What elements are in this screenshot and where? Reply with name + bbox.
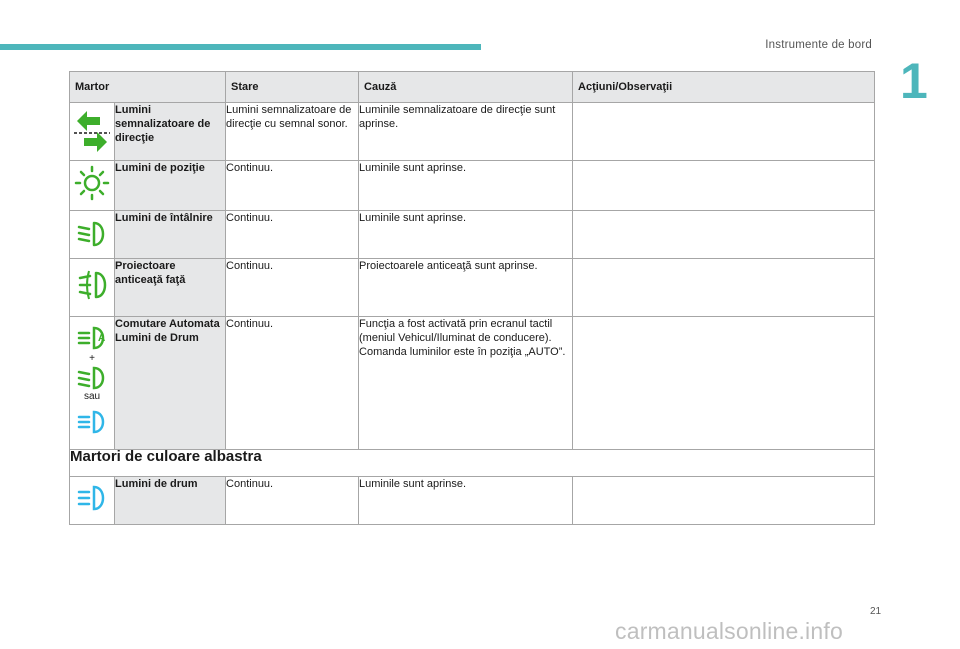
table-row (70, 317, 875, 450)
table-row (70, 259, 875, 317)
position-lamp-icon (72, 165, 112, 201)
row-action (573, 259, 875, 317)
row-action (573, 211, 875, 259)
table-row (70, 161, 875, 211)
row-state: Continuu. (226, 477, 359, 525)
or-label: sau (83, 391, 101, 402)
auto-high-beam-icon (72, 323, 112, 353)
table-row (70, 211, 875, 259)
row-cause: Luminile sunt aprinse. (359, 161, 573, 211)
table-row (70, 103, 875, 161)
row-cause: Luminile semnalizatoare de direcţie sunt aprinse. (359, 103, 573, 161)
column-header-stare: Stare (226, 72, 359, 103)
row-action (573, 103, 875, 161)
main-beam-icon (72, 409, 112, 435)
row-name: Proiectoare anticeaţă faţă (115, 259, 226, 317)
table-row (70, 477, 875, 525)
column-header-martor: Martor (70, 72, 226, 103)
page-number: 21 (870, 606, 882, 617)
main-beam-icon (72, 483, 112, 513)
icon-cell (70, 317, 115, 450)
table-header-row (70, 72, 875, 103)
row-name: Lumini semnalizatoare de direcţie (115, 103, 226, 161)
row-action (573, 477, 875, 525)
section-heading-blue-lights: Martori de culoare albastra (70, 450, 875, 477)
row-action (573, 161, 875, 211)
row-name: Lumini de poziţie (115, 161, 226, 211)
column-header-actiuni: Acţiuni/Observaţii (573, 72, 875, 103)
row-name: Comutare Automata Lumini de Drum (115, 317, 226, 450)
row-cause: Luminile sunt aprinse. (359, 211, 573, 259)
row-state: Continuu. (226, 317, 359, 450)
row-action (573, 317, 875, 450)
row-state: Continuu. (226, 161, 359, 211)
row-state: Continuu. (226, 211, 359, 259)
row-cause: Funcţia a fost activată prin ecranul tactil (meniul Vehicul/Iluminat de conducere). Comanda luminilor este în poziţia „AUTO”. (359, 317, 573, 450)
row-state: Lumini semnalizatoare de direcţie cu semnal sonor. (226, 103, 359, 161)
turn-signal-arrows-icon (72, 103, 112, 155)
row-name: Lumini de drum (115, 477, 226, 525)
header-accent-bar (0, 44, 481, 50)
row-cause: Luminile sunt aprinse. (359, 477, 573, 525)
watermark: carmanualsonline.info (615, 618, 843, 644)
section-title: Instrumente de bord (765, 39, 872, 51)
front-fog-lamp-icon (72, 269, 112, 301)
warning-lights-table (69, 71, 875, 525)
svg-text:A: A (98, 333, 106, 344)
dipped-beam-icon (72, 365, 112, 391)
icon-cell (70, 259, 115, 317)
icon-cell (70, 477, 115, 525)
chapter-number: 1 (900, 53, 928, 109)
icon-cell (70, 161, 115, 211)
table-section-row (70, 450, 875, 477)
dipped-beam-icon (72, 219, 112, 249)
column-header-cauza: Cauză (359, 72, 573, 103)
icon-cell (70, 103, 115, 161)
icon-cell (70, 211, 115, 259)
row-name: Lumini de întâlnire (115, 211, 226, 259)
plus-label: + (89, 353, 95, 364)
row-state: Continuu. (226, 259, 359, 317)
row-cause: Proiectoarele anticeaţă sunt aprinse. (359, 259, 573, 317)
